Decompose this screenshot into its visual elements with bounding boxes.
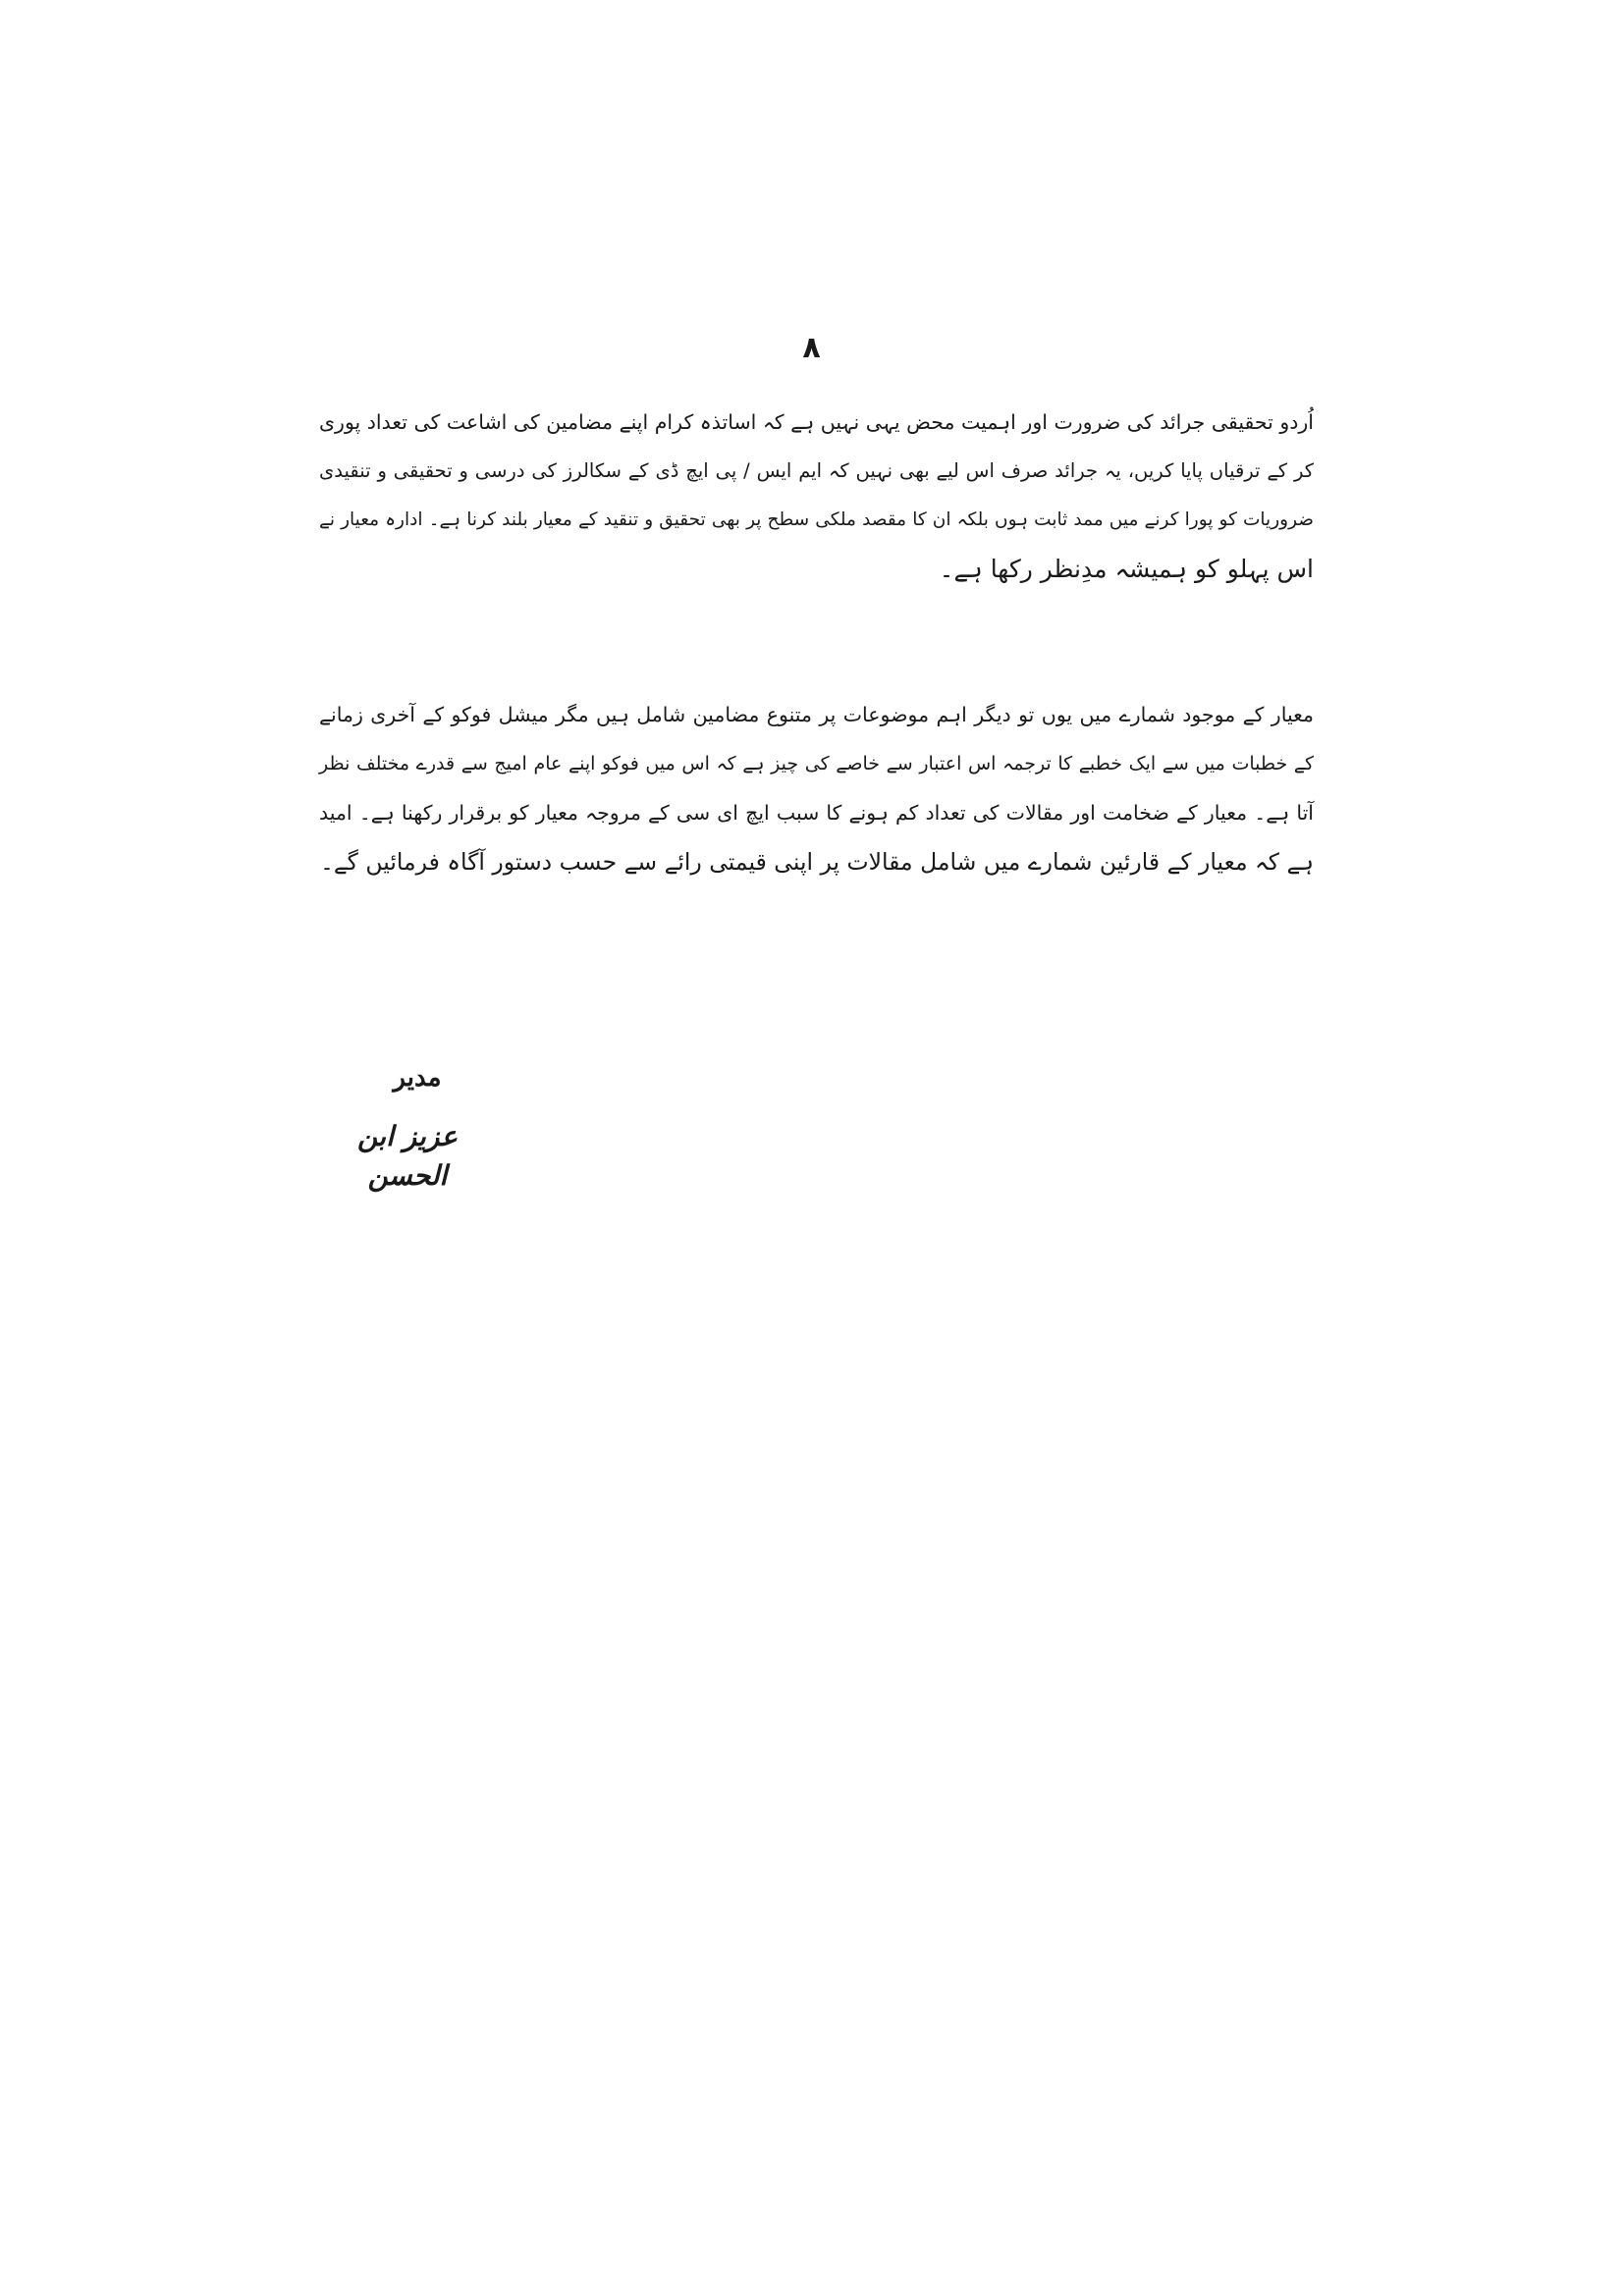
signature-name: عزیز ابن الحسن	[356, 1120, 459, 1192]
paragraph-line: ہے کہ معیار کے قارئین شمارے میں شامل مقالات پر اپنی قیمتی رائے سے حسب دستور آگاہ فرمائیں گے۔	[320, 848, 1314, 876]
paragraph-line: ضروریات کو پورا کرنے میں ممد ثابت ہوں بلکہ ان کا مقصد ملکی سطح پر بھی تحقیق و تنقید کے معیار بلند کرنا ہے۔ ادارہ معیار نے	[319, 509, 1314, 530]
signature-title: مدیر	[393, 1063, 442, 1093]
page-number: ۸	[802, 331, 821, 365]
paragraph-line: کر کے ترقیاں پایا کریں، یہ جرائد صرف اس لیے بھی نہیں کہ ایم ایس / پی ایچ ڈی کے سکالرز کی درسی و تحقیقی و تنقیدی	[319, 459, 1314, 482]
paragraph-line: معیار کے موجود شمارے میں یوں تو دیگر اہم موضوعات پر متنوع مضامین شامل ہیں مگر میشل فوکو کے آخری زمانے	[319, 703, 1314, 726]
paragraph-line: کے خطبات میں سے ایک خطبے کا ترجمہ اس اعتبار سے خاصے کی چیز ہے کہ اس میں فوکو اپنے عام امیج سے قدرے مختلف نظر	[319, 753, 1314, 774]
paragraph-line: آتا ہے۔ معیار کے ضخامت اور مقالات کی تعداد کم ہونے کا سبب ایچ ای سی کے مروجہ معیار کو برقرار رکھنا ہے۔ امید	[319, 801, 1314, 825]
paragraph-line: اس پہلو کو ہمیشہ مدِنظر رکھا ہے۔	[939, 555, 1314, 583]
paragraph-2	[319, 690, 1314, 886]
paragraph-1	[319, 398, 1314, 594]
paragraph-line: اُردو تحقیقی جرائد کی ضرورت اور اہمیت محض یہی نہیں ہے کہ اساتذہ کرام اپنے مضامین کی اشاعت کی تعداد پوری	[319, 410, 1314, 434]
